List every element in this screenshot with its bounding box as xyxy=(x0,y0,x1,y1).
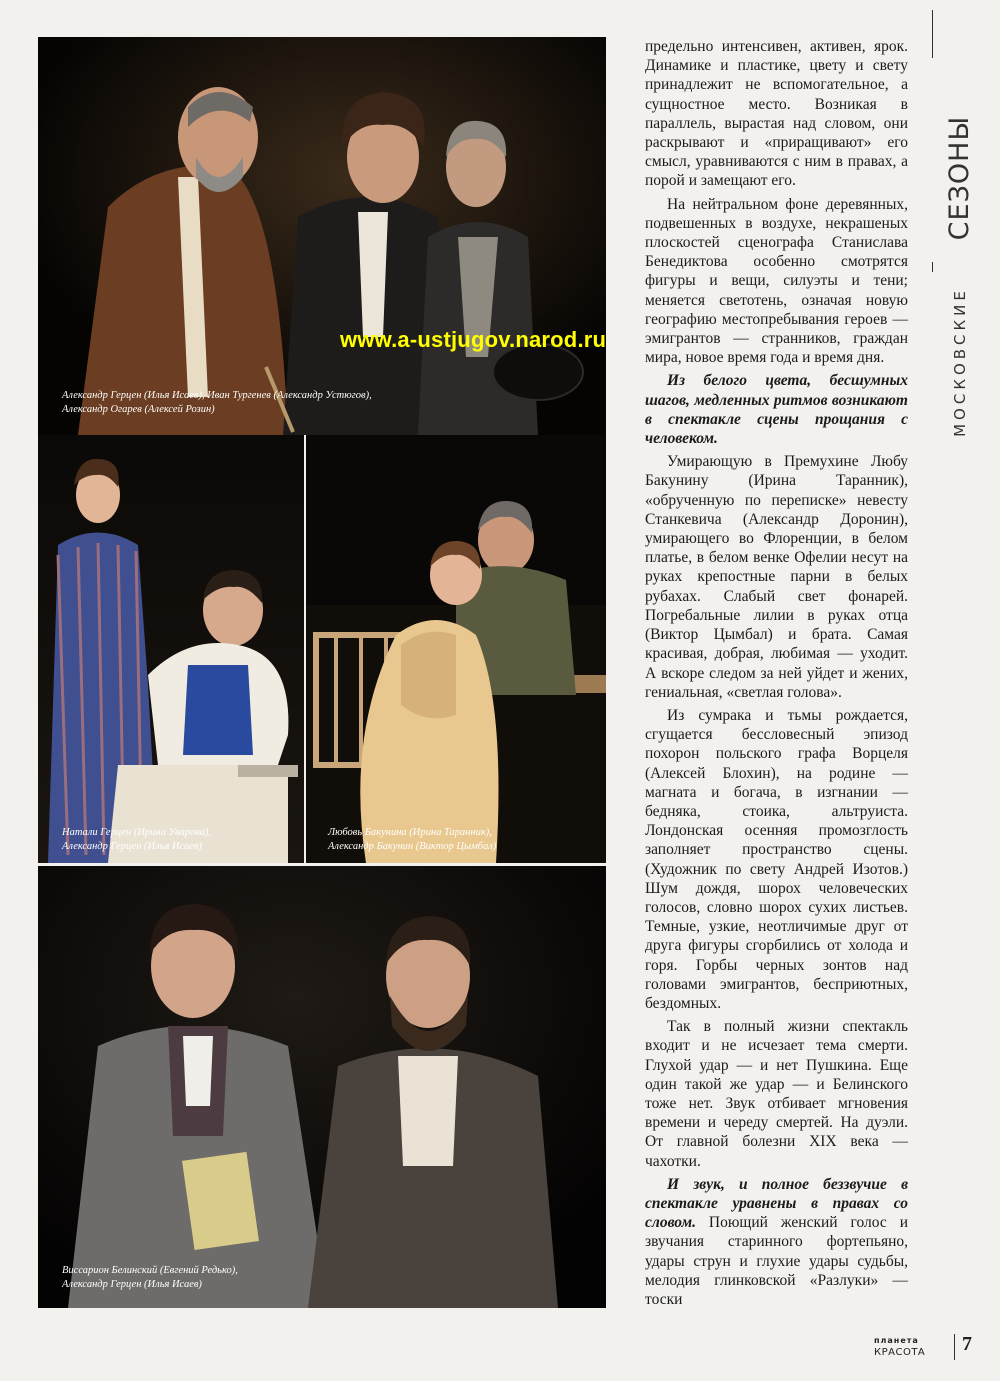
magazine-brand-top: планета xyxy=(874,1336,919,1345)
section-title: СЕЗОНЫ xyxy=(944,115,975,241)
caption-line: Александр Герцен (Илья Исаев) xyxy=(62,1279,202,1290)
article-text xyxy=(645,37,908,1309)
caption-line: Александр Огарев (Алексей Розин) xyxy=(62,404,215,415)
stage-scene-illustration xyxy=(38,435,304,863)
photo-bakunin-embrace xyxy=(306,435,606,863)
caption-line: Натали Герцен (Ирина Уварова), xyxy=(62,827,212,838)
section-divider xyxy=(932,262,933,272)
caption-line: Любовь Бакунина (Ирина Таранник), xyxy=(328,827,492,838)
photo-caption xyxy=(62,826,211,854)
section-divider xyxy=(932,10,933,58)
caption-line: Виссарион Белинский (Евгений Редько), xyxy=(62,1265,238,1276)
photo-caption xyxy=(328,826,496,854)
caption-line: Александр Герцен (Илья Исаев) xyxy=(62,841,202,852)
stage-scene-illustration xyxy=(38,866,606,1308)
photo-belinsky-herzen xyxy=(38,866,606,1308)
section-subtitle: МОСКОВСКИЕ xyxy=(951,287,969,437)
article-lead-phrase: И звук, и полное беззвучие в спектакле уравнены в правах со словом. xyxy=(645,1175,908,1232)
stage-scene-illustration xyxy=(38,37,606,435)
magazine-brand xyxy=(874,1335,954,1359)
article-paragraph xyxy=(645,1175,908,1309)
article-text-run: Поющий женский голос и звучания старинного фортепьяно, удары струн и глухие удары судьбы, мелодия глинковской «Разлуки» — тоски xyxy=(645,1214,908,1308)
article-paragraph: На нейтральном фоне деревянных, подвешенных в воздухе, некрашеных плоскостей сценографа Станислава Бенедиктова особенно смотрятся фигуры и вещи, силуэты и тени; меняется светотень, означая новую географию местопребывания героев — эмигрантов — странников, граждан мира, новое время года и время дня. xyxy=(645,195,908,367)
footer-divider xyxy=(954,1334,955,1360)
caption-line: Александр Бакунин (Виктор Цымбал) xyxy=(328,841,497,852)
photo-herzen-turgenev-ogarev xyxy=(38,37,606,435)
article-paragraph: Так в полный жизни спектакль входит и не исчезает тема смерти. Глухой удар — и нет Пушкина. Еще один такой же удар — и Белинского тоже нет. Звук отбивает мгновения времени и череду смертей. На дуэли. От главной болезни XIX века — чахотки. xyxy=(645,1018,908,1170)
photo-caption xyxy=(62,389,372,417)
site-watermark: www.a-ustjugov.narod.ru xyxy=(340,327,607,352)
photo-caption xyxy=(62,1264,238,1292)
stage-scene-illustration xyxy=(306,435,606,863)
caption-line: Александр Герцен (Илья Исаев), Иван Тургенев (Александр Устюгов), xyxy=(62,390,372,401)
magazine-brand-name: КРАСОТА xyxy=(874,1347,926,1358)
article-paragraph: Умирающую в Премухине Любу Бакунину (Ирина Таранник), «обрученную по переписке» невесту Станкевича (Александр Доронин), умирающего во Флоренции, в белом платье, в белом венке Офелии несут на руках крепостные парни в белых рубахах. Слабый свет фонарей. Погребальные лилии в руках отца (Виктор Цымбал) и брата. Самая красивая, добрая, любимая — уходит. А вскоре следом за ней уйдет и жених, гениальная, «светлая голова». xyxy=(645,453,908,701)
article-paragraph: Из сумрака и тьмы рождается, сгущается бессловесный эпизод похорон польского графа Ворцеля (Алексей Блохин), на родине — магната и богача, в изгнании — бедняка, стоика, альтруиста. Лондонская осенняя промозглость заполняет пространство сцены. (Художник по свету Андрей Изотов.) Шум дождя, шорох человеческих голосов, словно шорох сухих листьев. Темные, узкие, неотличимые друг от друга фигуры сгорбились от холода и горя. Горбы черных зонтов над головами эмигрантов, бесприютных, бездомных. xyxy=(645,706,908,1012)
photo-natali-herzen xyxy=(38,435,304,863)
article-paragraph: предельно интенсивен, активен, ярок. Динамике и пластике, цвету и свету принадлежит не вспомогательное, а сущностное место. Возникая в параллель, вырастая над словом, они раскрывают и «приращивают» его смысл, уравниваются с ним в правах, а порой и замещают его. xyxy=(645,38,908,190)
page-number: 7 xyxy=(962,1333,972,1355)
article-lead-paragraph: Из белого цвета, бесшумных шагов, медленных ритмов возникают в спектакле сцены прощания с человеком. xyxy=(645,372,908,448)
